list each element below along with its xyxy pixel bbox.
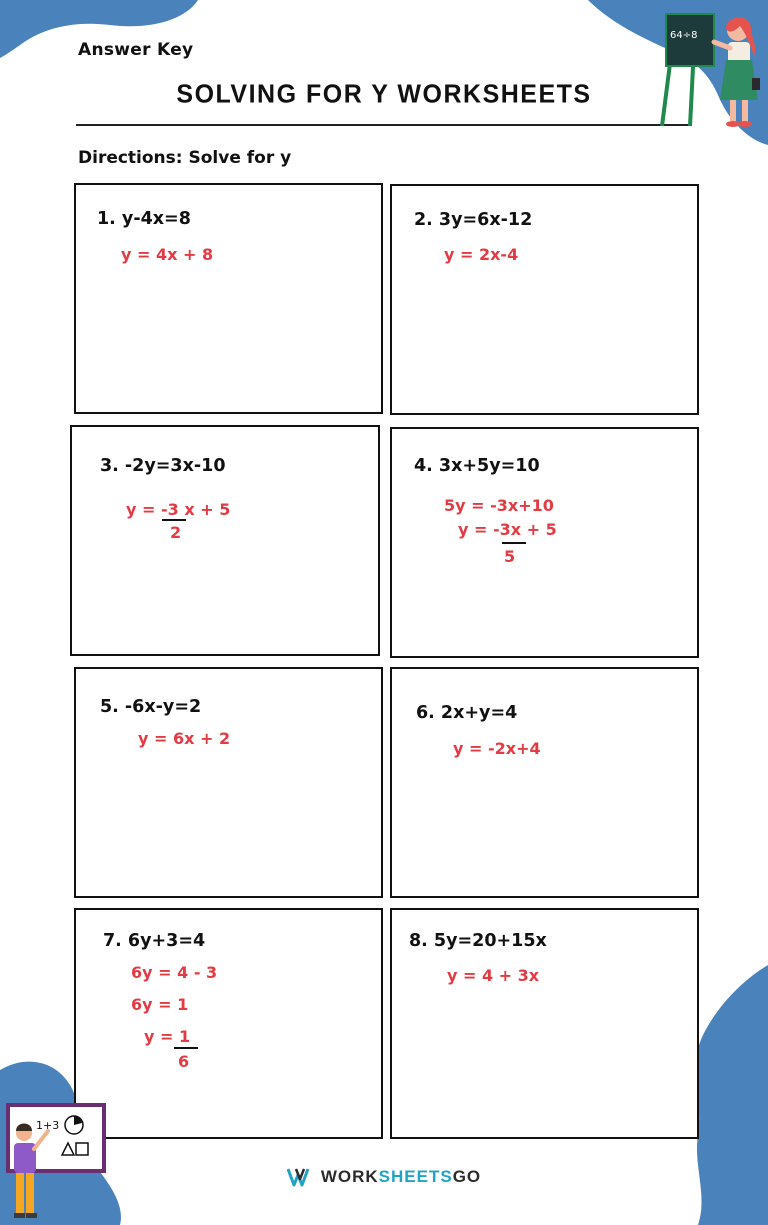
footer-brand — [0, 1167, 768, 1191]
problem-4-answer-denominator: 5 — [504, 547, 516, 566]
problem-4-question: 4. 3x+5y=10 — [414, 456, 540, 476]
problem-8-question: 8. 5y=20+15x — [409, 931, 547, 951]
problem-7-fraction-bar — [174, 1047, 198, 1049]
problem-3-fraction-bar — [162, 519, 186, 521]
problem-1-answer-line-1: y = 4x + 8 — [121, 245, 214, 264]
easel-text: 1+3 — [36, 1119, 60, 1132]
brand-part-2: SHEETS — [378, 1167, 453, 1186]
problem-4-answer-line-2: y = -3x + 5 — [458, 520, 557, 539]
problem-2-question: 2. 3y=6x-12 — [414, 210, 533, 230]
problem-5-answer-line-1: y = 6x + 2 — [138, 729, 231, 748]
page-title: SOLVING FOR Y WORKSHEETS — [176, 79, 592, 109]
chalkboard-text: 64÷8 — [670, 30, 698, 41]
answer-key-label: Answer Key — [78, 40, 194, 60]
problem-3-answer-line-1: y = -3 x + 5 — [126, 500, 231, 519]
problem-1-question: 1. y-4x=8 — [97, 209, 191, 229]
brand-name — [321, 1167, 481, 1187]
teacher-girl-illustration — [654, 8, 764, 130]
brand-part-1: WORK — [320, 1167, 379, 1186]
problem-6-answer-line-1: y = -2x+4 — [453, 739, 541, 758]
presenter-illustration — [2, 1103, 106, 1221]
problem-7-question: 7. 6y+3=4 — [103, 931, 206, 951]
worksheetsgo-logo-icon — [287, 1167, 313, 1187]
problem-7-answer-line-2: 6y = 1 — [131, 995, 189, 1014]
problem-8-answer-line-1: y = 4 + 3x — [447, 966, 540, 985]
problem-6-question: 6. 2x+y=4 — [416, 703, 518, 723]
directions-text: Directions: Solve for y — [78, 148, 292, 168]
brand-part-3: GO — [452, 1167, 482, 1186]
problem-3-question: 3. -2y=3x-10 — [100, 456, 226, 476]
problem-box-6 — [390, 667, 699, 898]
title-divider — [76, 124, 690, 126]
problem-4-fraction-bar — [502, 542, 526, 544]
problem-7-answer-line-3: y = 1 — [144, 1027, 191, 1046]
problem-7-answer-denominator: 6 — [178, 1052, 190, 1071]
problem-2-answer-line-1: y = 2x-4 — [444, 245, 519, 264]
problem-4-answer-line-1: 5y = -3x+10 — [444, 496, 554, 515]
problem-3-answer-denominator: 2 — [170, 523, 182, 542]
problem-7-answer-line-1: 6y = 4 - 3 — [131, 963, 218, 982]
problem-5-question: 5. -6x-y=2 — [100, 697, 202, 717]
